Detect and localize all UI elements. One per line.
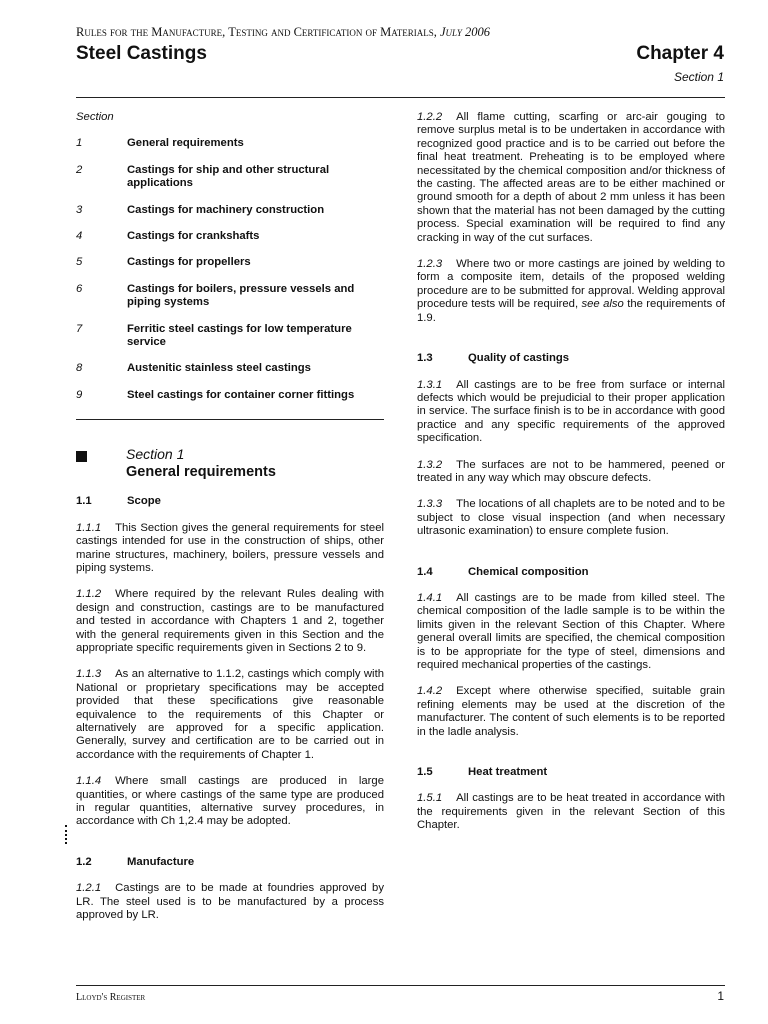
section-marker-icon bbox=[76, 451, 87, 462]
toc-item[interactable]: 2 Castings for ship and other structural applications bbox=[76, 163, 330, 190]
left-column bbox=[76, 111, 384, 922]
change-bar bbox=[65, 825, 69, 844]
running-header bbox=[76, 25, 490, 40]
para-1-3-1: 1.3.1 All castings are to be free from surface or internal defects which would be prejudicial to their proper application in service. The surface finish is to be in accordance with good practice and any specific requirements of the approved specification. bbox=[417, 378, 725, 445]
section-number: Section 1 bbox=[126, 446, 185, 463]
toc-item[interactable]: 1 General requirements bbox=[76, 137, 244, 150]
para-1-1-3: 1.1.3 As an alternative to 1.1.2, castings which comply with National or proprietary specifications may be accepted provided that these specifications give reasonable equivalence to the requirements of this Chapter or alternatively are approved for a specific application. Generally, survey and certification are to be carried out in accordance with the requirements of Chapter 1. bbox=[76, 668, 384, 761]
toc-rule bbox=[76, 419, 384, 420]
toc-item[interactable]: 3 Castings for machinery construction bbox=[76, 203, 325, 216]
running-date: July 2006 bbox=[439, 25, 490, 39]
para-1-1-1: 1.1.1 This Section gives the general requirements for steel castings intended for use in the construction of ships, other marine structures, machinery, boilers, pressure vessels and piping systems. bbox=[76, 521, 384, 574]
chapter-number: Chapter 4 bbox=[636, 43, 724, 64]
section-label: Section 1 bbox=[673, 70, 724, 84]
running-title: Rules for the Manufacture, Testing and Certification of Materials, bbox=[76, 25, 437, 39]
chapter-name: Steel Castings bbox=[76, 43, 207, 64]
section-title: General requirements bbox=[126, 464, 276, 481]
para-1-2-2: 1.2.2 All flame cutting, scarfing or arc-air gouging to remove surplus metal is to be undertaken in accordance with recognized good practice and is to be carried out before the final heat treatment. Preheating is to be employed where necessitated by the chemical composition and/or thickness of the casting. The affected areas are to be either machined or ground smooth for a depth of about 2 mm unless it has been shown that the material has not been damaged by the cutting process. Special examination will be required to find any cracking in way of the cut surfaces. bbox=[417, 111, 725, 244]
para-1-4-1: 1.4.1 All castings are to be made from killed steel. The chemical composition of the ladle sample is to be within the limits given in the relevant Section of this Chapter. Where general overall limits are specified, the chemical composition is to be appropriate for the type of steel, dimensions and required mechanical properties of the castings. bbox=[417, 591, 725, 671]
para-1-2-3: 1.2.3 Where two or more castings are joined by welding to form a composite item, details of the proposed welding procedure are to be submitted for approval. Welding approval procedure tests will be required, see also the requirements of 1.9. bbox=[417, 258, 726, 324]
toc-item[interactable]: 9 Steel castings for container corner fittings bbox=[76, 388, 355, 401]
heading-1-2: 1.2 Manufacture bbox=[76, 855, 195, 868]
header-rule bbox=[76, 97, 725, 98]
para-1-5-1: 1.5.1 All castings are to be heat treated in accordance with the requirements given in the relevant Section of this Chapter. bbox=[417, 792, 725, 832]
publisher-name: Lloyd's Register bbox=[76, 992, 146, 1003]
heading-1-3: 1.3 Quality of castings bbox=[417, 352, 570, 365]
toc-item[interactable]: 7 Ferritic steel castings for low temperature service bbox=[76, 322, 352, 349]
toc-item[interactable]: 4 Castings for crankshafts bbox=[76, 230, 260, 243]
right-column bbox=[417, 111, 725, 833]
para-1-2-1: 1.2.1 Castings are to be made at foundries approved by LR. The steel used is to be manufactured by a process approved by LR. bbox=[76, 882, 384, 922]
toc-item[interactable]: 5 Castings for propellers bbox=[76, 256, 251, 269]
section-banner bbox=[76, 446, 384, 482]
toc-item[interactable]: 6 Castings for boilers, pressure vessels and piping systems bbox=[76, 282, 355, 309]
heading-1-1: 1.1 Scope bbox=[76, 495, 161, 508]
para-1-4-2: 1.4.2 Except where otherwise specified, suitable grain refining elements may be used at the discretion of the manufacturer. The content of such elements is to be reported in the ladle analysis. bbox=[417, 685, 725, 738]
footer-rule bbox=[76, 985, 725, 986]
heading-1-4: 1.4 Chemical composition bbox=[417, 565, 589, 578]
toc-heading: Section bbox=[76, 111, 114, 123]
page-number: 1 bbox=[717, 989, 724, 1003]
para-1-1-4: 1.1.4 Where small castings are produced in large quantities, or where castings of the same type are produced in regular quantities, alternative survey procedures, in accordance with Ch 1,2.4 may be adopted. bbox=[76, 775, 384, 828]
para-1-1-2: 1.1.2 Where required by the relevant Rules dealing with design and construction, castings are to be manufactured and tested in accordance with Chapters 1 and 2, together with the general requirements given in this Section and the appropriate specific requirements given in Sections 2 to 9. bbox=[76, 588, 384, 654]
toc-item[interactable]: 8 Austenitic stainless steel castings bbox=[76, 362, 311, 375]
para-1-3-3: 1.3.3 The locations of all chaplets are to be noted and to be subject to close visual inspection (and when necessary ultrasonic examination) to ensure complete fusion. bbox=[417, 498, 725, 538]
para-1-3-2: 1.3.2 The surfaces are not to be hammered, peened or treated in any way which may obscure defects. bbox=[417, 458, 725, 484]
heading-1-5: 1.5 Heat treatment bbox=[417, 766, 548, 779]
